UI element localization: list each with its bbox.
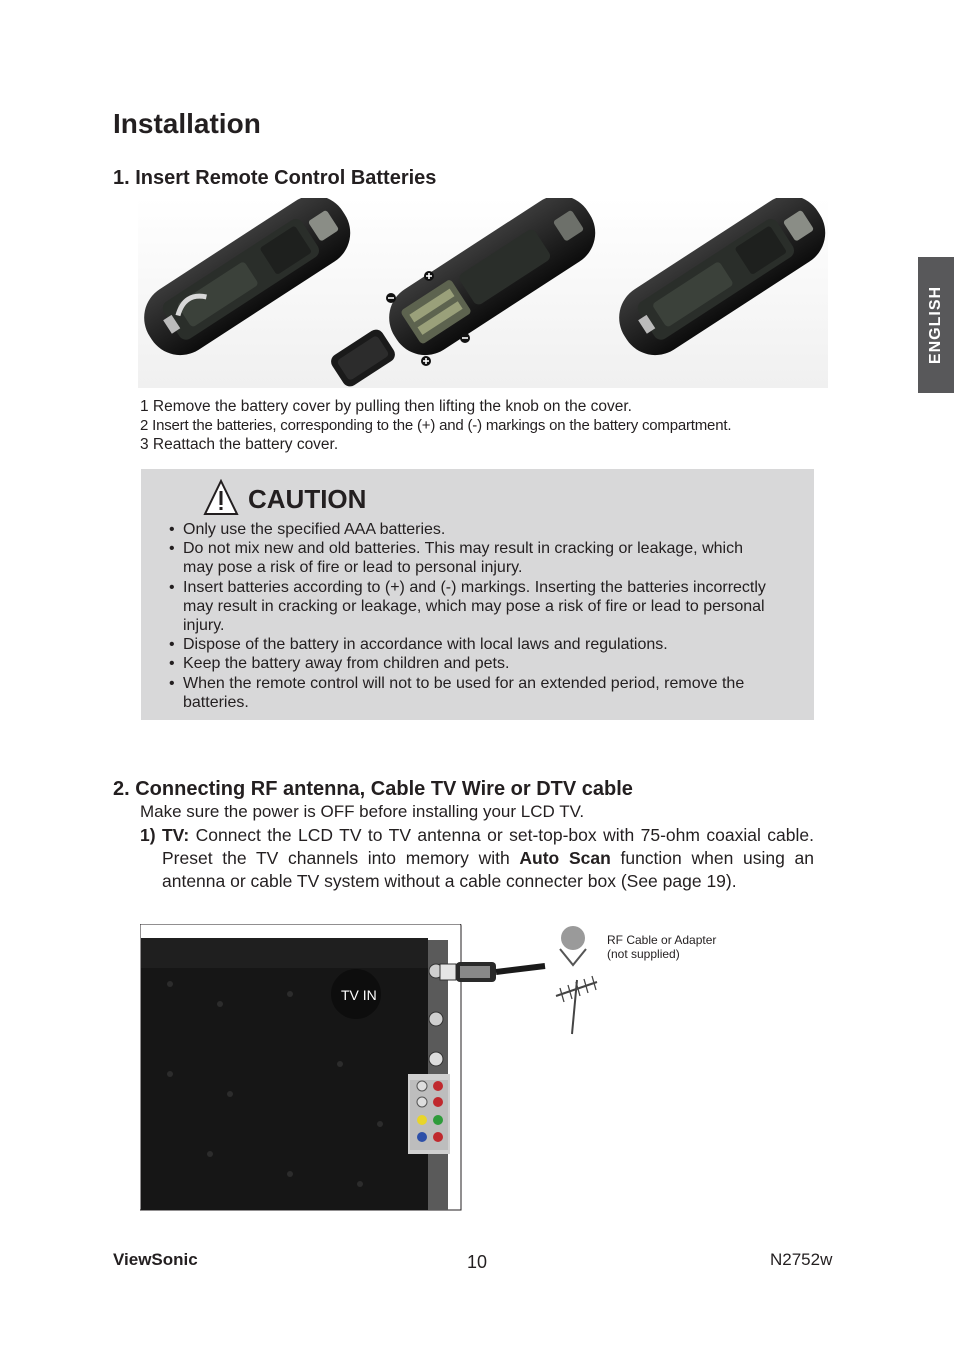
step-2: 2 Insert the batteries, corresponding to the (+) and (-) markings on the battery compartment. [140, 417, 732, 434]
antenna-icon [556, 926, 597, 1034]
caution-item: • Insert batteries according to (+) and (-) markings. Inserting the batteries incorrectly may result in cracking or leakage, which may pose a risk of fire or lead to personal injury. [169, 578, 793, 636]
caution-item: • Keep the battery away from children and pets. [169, 654, 799, 673]
footer-model: N2752w [770, 1250, 833, 1269]
section2-heading: 2. Connecting RF antenna, Cable TV Wire or DTV cable [113, 778, 633, 800]
language-tab [918, 257, 954, 393]
coax-cable [440, 962, 545, 982]
rf-label-line2: (not supplied) [607, 947, 680, 961]
auto-scan-label: Auto Scan [519, 848, 611, 868]
rf-label-line1: RF Cable or Adapter [607, 933, 717, 947]
rf-cable-label [607, 933, 716, 961]
tv-in-label: TV IN [341, 987, 377, 1003]
tv-instructions [140, 824, 814, 893]
tv-text-2: function when using an antenna or cable TV system without a cable connecter box (See page 19). [162, 848, 814, 891]
step-1: 1 Remove the battery cover by pulling then lifting the knob on the cover. [140, 398, 632, 415]
tv-text-1: Connect the LCD TV to TV antenna or set-top-box with 75-ohm coaxial cable. Preset the TV channels into memory with [162, 825, 814, 868]
footer-page-number: 10 [467, 1252, 488, 1272]
caution-item: • When the remote control will not to be used for an extended period, remove the batteries. [169, 674, 793, 712]
language-tab-label: ENGLISH [927, 285, 944, 365]
footer-brand: ViewSonic [113, 1250, 198, 1269]
power-off-note: Make sure the power is OFF before installing your LCD TV. [140, 802, 585, 821]
section1-heading: 1. Insert Remote Control Batteries [113, 167, 437, 189]
warning-triangle-icon [203, 479, 239, 517]
tv-label: 1) TV: [140, 825, 190, 845]
remote-battery-illustration [138, 198, 828, 388]
caution-list [169, 520, 799, 712]
caution-title: CAUTION [248, 484, 367, 514]
battery-steps [140, 397, 731, 454]
caution-item: • Only use the specified AAA batteries. [169, 520, 799, 539]
caution-item: • Do not mix new and old batteries. This may result in cracking or leakage, which may pose a risk of fire or lead to personal injury. [169, 539, 763, 577]
page-title: Installation [113, 108, 261, 139]
caution-box [141, 469, 814, 720]
step-3: 3 Reattach the battery cover. [140, 436, 339, 453]
tv-back-panel-illustration [140, 924, 610, 1214]
caution-item: • Dispose of the battery in accordance with local laws and regulations. [169, 635, 799, 654]
